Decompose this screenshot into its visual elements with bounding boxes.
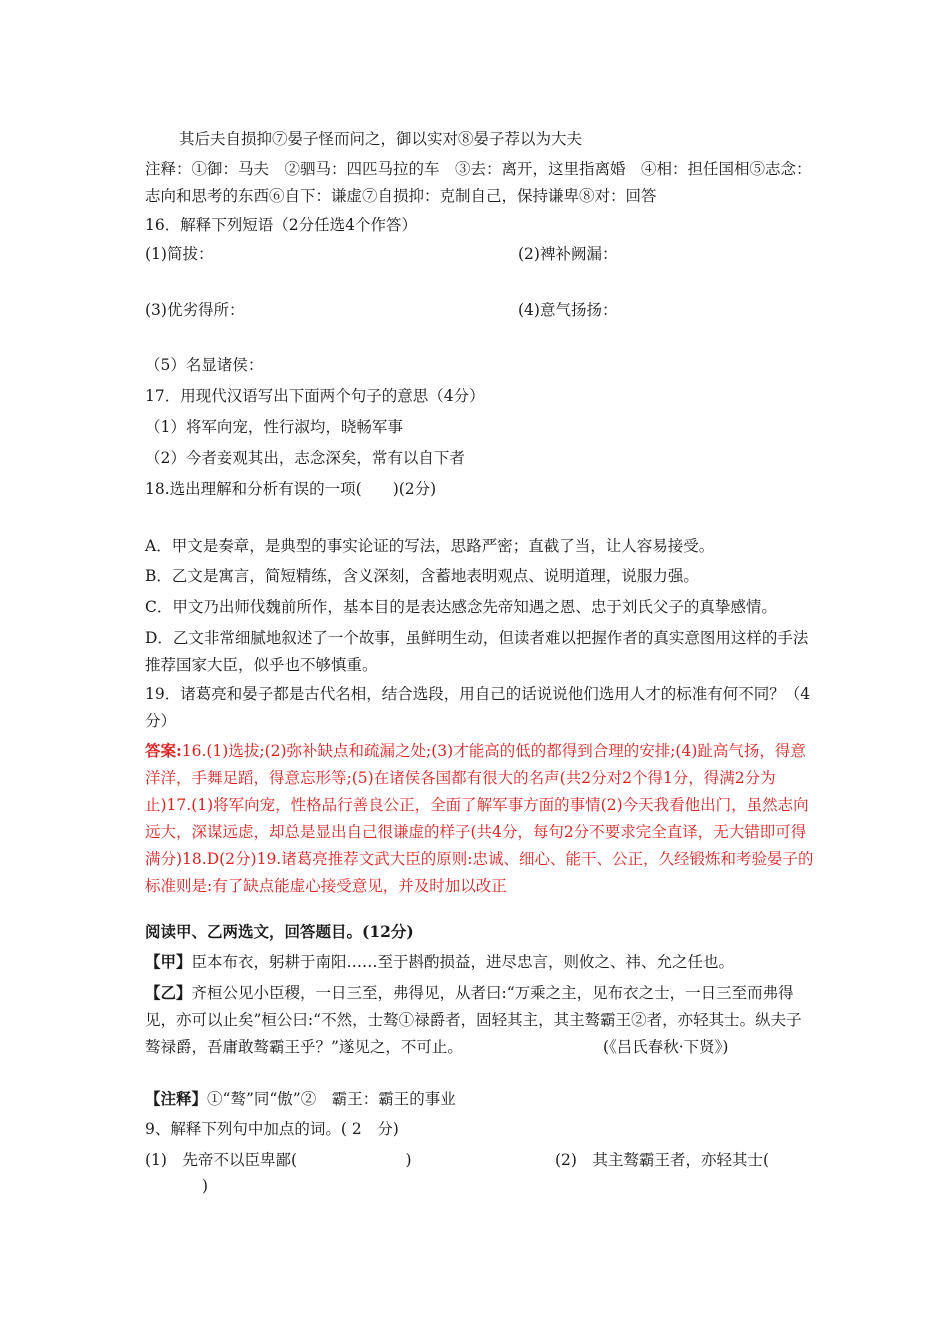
notes-1: 注释：①御：马夫 ②驷马：四匹马拉的车 ③去：离开，这里指离婚 ④相：担任国相⑤志念：志向和思考的东西⑥自下：谦虚⑦自损抑：克制自己，保持谦卑⑧对：回答 [145, 160, 812, 205]
q16-item-3: (3)优劣得所： [145, 301, 245, 319]
intro-line: 其后夫自损抑⑦晏子怪而问之，御以实对⑧晏子荐以为大夫 [179, 130, 583, 148]
q9-title: 9、解释下列句中加点的词。( 2 分) [145, 1120, 399, 1138]
q18-option-c: C．甲文乃出师伐魏前所作，基本目的是表达感念先帝知遇之恩、忠于刘氏父子的真挚感情。 [145, 598, 777, 616]
q19-question: 19．诸葛亮和晏子都是古代名相，结合选段，用自己的话说说他们选用人才的标准有何不同？（4分） [145, 685, 811, 730]
jia-tag: 【甲】 [145, 952, 192, 971]
section2-heading: 阅读甲、乙两选文，回答题目。(12分) [145, 922, 414, 941]
q16-item-5: （5）名显诸侯： [145, 356, 264, 374]
q9-row [145, 1147, 815, 1174]
yi-text: 齐桓公见小臣稷，一日三至，弗得见，从者曰:“万乘之主，见布衣之士，一日三至而弗得见，亦可以止矣”桓公曰:“不然，士骜①禄爵者，固轻其主，其主骜霸王②者，亦轻其士。纵夫子骜禄爵，吾庸敢骜霸王乎？”遂见之，不可止。 [145, 984, 802, 1056]
q17-item-1: （1）将军向宠，性行淑均，晓畅军事 [145, 418, 403, 436]
q18-option-b: B．乙文是寓言，简短精练，含义深刻，含蓄地表明观点、说明道理，说服力强。 [145, 567, 699, 585]
notes-2-text: ①“骜”同“傲”② 霸王：霸王的事业 [207, 1090, 456, 1108]
yi-source: (《吕氏春秋·下贤》) [602, 1038, 729, 1056]
notes-2 [145, 1085, 815, 1113]
q16-item-2: (2)裨补阙漏： [518, 245, 618, 263]
q9-item-1: (1) 先帝不以臣卑鄙( ) [145, 1151, 412, 1169]
q16-row-1 [145, 241, 815, 268]
q18-option-a: A．甲文是奏章，是典型的事实论证的写法，思路严密；直截了当，让人容易接受。 [145, 537, 715, 555]
answer-block [145, 737, 815, 900]
q16-row-2 [145, 297, 815, 324]
q17-title: 17．用现代汉语写出下面两个句子的意思（4分） [145, 387, 485, 405]
jia-text: 臣本布衣，躬耕于南阳……至于斟酌损益，进尽忠言，则攸之、祎、允之任也。 [191, 953, 735, 971]
q9-item-2-close: ) [202, 1177, 209, 1195]
q16-item-1: (1)简拔： [145, 245, 214, 263]
q18-title: 18.选出理解和分析有误的一项( )(2分) [145, 480, 437, 498]
q18-option-d: D．乙文非常细腻地叙述了一个故事，虽鲜明生动，但读者难以把握作者的真实意图用这样的手法推荐国家大臣，似乎也不够慎重。 [145, 629, 809, 674]
notes-2-tag: 【注释】 [145, 1089, 208, 1108]
q17-item-2: （2）今者妾观其出，志念深矣，常有以自下者 [145, 449, 465, 467]
q16-item-4: (4)意气扬扬： [518, 301, 618, 319]
yi-tag: 【乙】 [145, 983, 192, 1002]
passage-jia [145, 948, 815, 976]
q16-title: 16．解释下列短语（2分任选4个作答） [145, 216, 417, 234]
answer-text: 16.(1)选拔;(2)弥补缺点和疏漏之处;(3)才能高的低的都得到合理的安排;(4)趾高气扬，得意洋洋，手舞足蹈，得意忘形等;(5)在诸侯各国都有很大的名声(共2分对2个得1分，得满2分为止)17.(1)将军向宠，性格品行善良公正，全面了解军事方面的事情(2)今天我看他出门，虽然志向远大，深谋远虑，却总是显出自己很谦虚的样子(共4分，每句2分不要求完全直译，无大错即可得满分)18.D(2分)19.诸葛亮推荐文武大臣的原则:忠诚、细心、能干、公正，久经锻炼和考验晏子的标准则是:有了缺点能虚心接受意见，并及时加以改正 [145, 742, 814, 895]
answer-label: 答案: [145, 741, 182, 760]
q9-item-2: (2) 其主骜霸王者，亦轻其士( [555, 1151, 770, 1169]
passage-yi [145, 979, 815, 1061]
